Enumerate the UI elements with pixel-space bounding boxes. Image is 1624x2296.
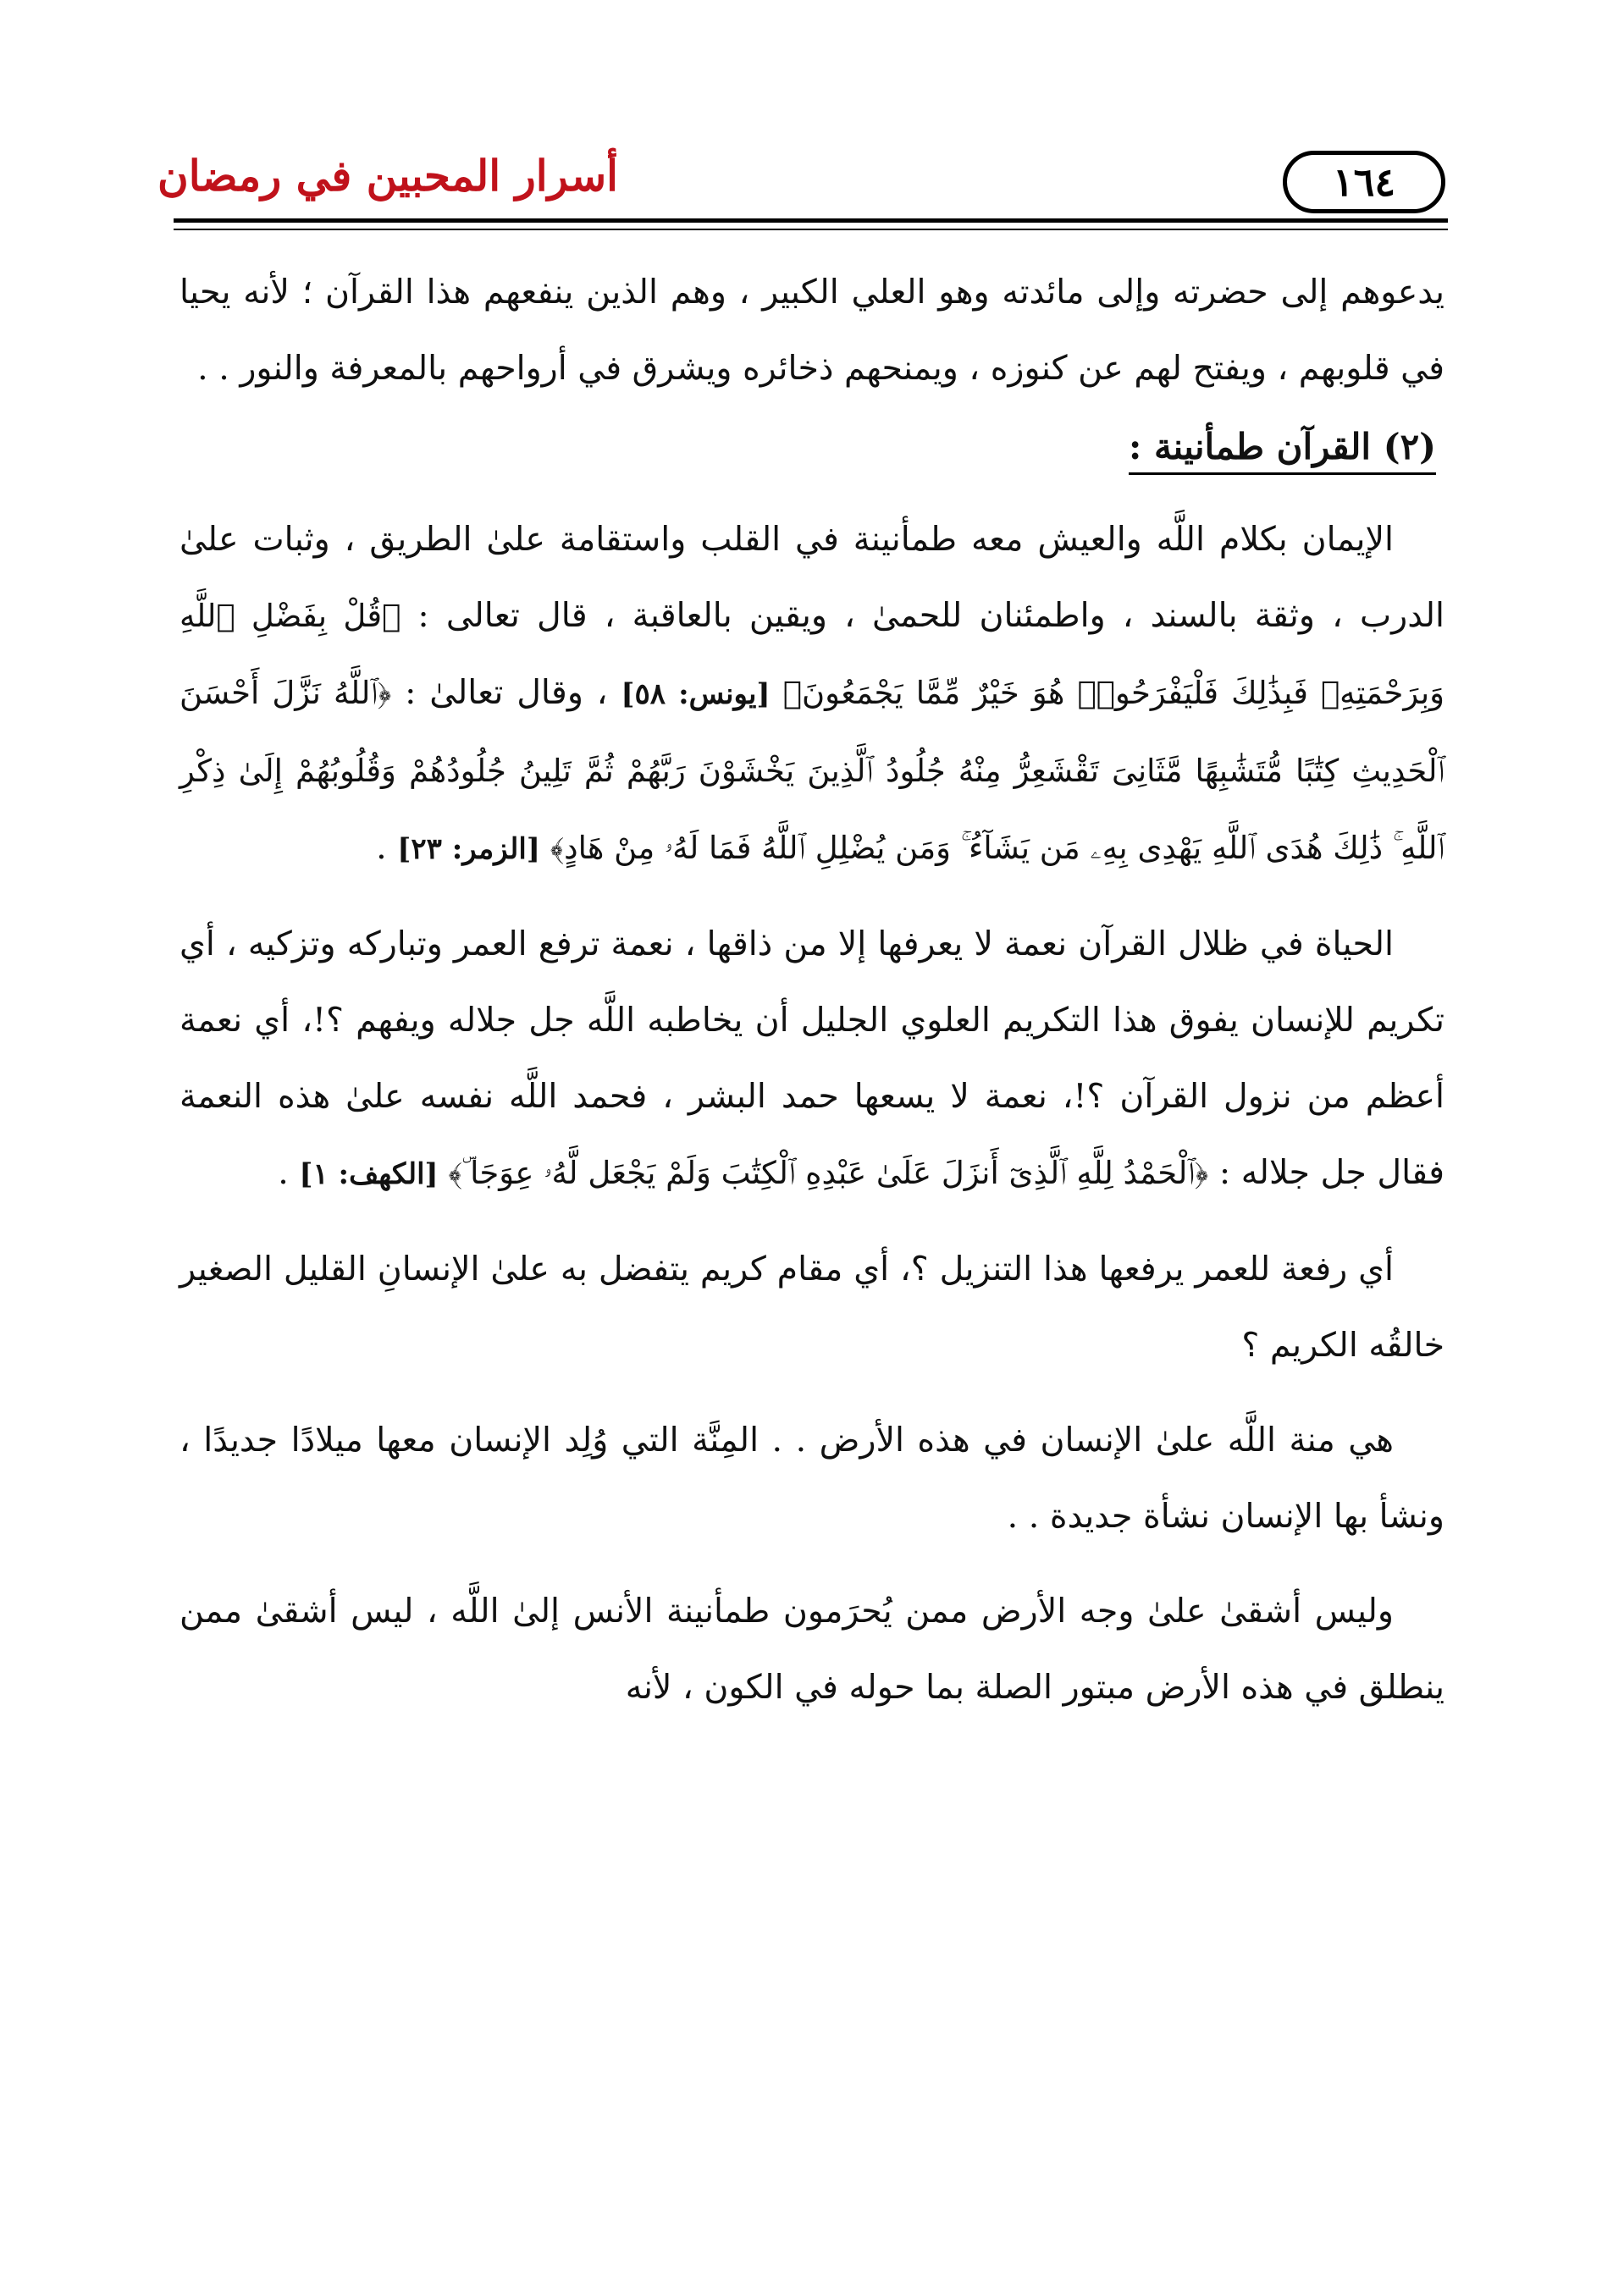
paragraph-3-end: . <box>278 1153 300 1192</box>
paragraph-3-text: الحياة في ظلال القرآن نعمة لا يعرفها إلا من ذاقها ، نعمة ترفع العمر وتباركه وتزكيه ، أي تكريم للإنسان يفوق هذا التكريم العلوي الجليل أن يخاطبه اللَّه جل جلاله ويفهم ؟!، أي نعمة أعظم من نزول القرآن ؟!، نعمة لا يسعها حمد البشر ، فحمد اللَّه نفسه علىٰ هذه النعمة فقال جل جلاله : <box>180 924 1444 1192</box>
page-number-badge <box>1283 151 1445 213</box>
page-number: ١٦٤ <box>1332 159 1396 205</box>
paragraph-1: يدعوهم إلى حضرته وإلى مائدته وهو العلي الكبير ، وهم الذين ينفعهم هذا القرآن ؛ لأنه يحيا في قلوبهم ، ويفتح لهم عن كنوزه ، ويمنحهم ذخائره ويشرق في أرواحهم بالمعرفة والنور . . <box>180 273 1444 388</box>
paragraph-3 <box>180 906 1444 1212</box>
paragraph-2-intro: الإيمان بكلام اللَّه والعيش معه طمأنينة في القلب واستقامة علىٰ الطريق ، وثبات علىٰ الدرب ، وثقة بالسند ، واطمئنان للحمىٰ ، ويقين بالعاقبة ، قال تعالى : <box>180 520 1444 635</box>
paragraph-6: وليس أشقىٰ علىٰ وجه الأرض ممن يُحرَمون طمأنينة الأنس إلىٰ اللَّه ، ليس أشقىٰ ممن ينطلق في هذه الأرض مبتور الصلة بما حوله في الكون ، لأنه <box>180 1592 1444 1707</box>
running-title: أسرار المحبين في رمضان <box>157 151 618 201</box>
paragraph-2-end: . <box>376 828 398 867</box>
paragraph-2-between: ، وقال تعالىٰ : <box>391 673 621 712</box>
verse-reference-zumar: [الزمر: ٢٣] <box>397 832 550 866</box>
section-heading <box>180 411 1444 483</box>
quran-verse-yunus: ﴿قُلْ بِفَضْلِ ٱللَّهِ وَبِرَحْمَتِهِۦ فَبِذَٰلِكَ فَلْيَفْرَحُوا۟ هُوَ خَيْرٌ مِّمَّا يَجْمَعُونَ﴾ <box>180 598 1445 711</box>
quran-verse-kahf: ﴿ٱلْحَمْدُ لِلَّهِ ٱلَّذِىٓ أَنزَلَ عَلَىٰ عَبْدِهِ ٱلْكِتَٰبَ وَلَمْ يَجْعَل لَّهُۥ عِوَجَا ۜ﴾ <box>448 1155 1209 1191</box>
verse-reference-kahf: [الكهف: ١] <box>299 1157 449 1191</box>
header-rule-thick <box>174 218 1448 223</box>
paragraph-2 <box>180 501 1444 887</box>
quran-verse-zumar: ﴿ٱللَّهُ نَزَّلَ أَحْسَنَ ٱلْحَدِيثِ كِتَٰبًا مُّتَشَٰبِهًا مَّثَانِىَ تَقْشَعِرُّ مِنْهُ جُلُودُ ٱلَّذِينَ يَخْشَوْنَ رَبَّهُمْ ثُمَّ تَلِينُ جُلُودُهُمْ وَقُلُوبُهُمْ إِلَىٰ ذِكْرِ ٱللَّهِ ۚ ذَٰلِكَ هُدَى ٱللَّهِ يَهْدِى بِهِۦ مَن يَشَآءُ ۚ وَمَن يُضْلِلِ ٱللَّهُ فَمَا لَهُۥ مِنْ هَادٍ﴾ <box>180 675 1444 866</box>
verse-reference-yunus: [يونس: ٥٨] <box>621 677 783 711</box>
section-heading-text: (٢) القرآن طمأنينة : <box>1129 426 1436 475</box>
paragraph-4: أي رفعة للعمر يرفعها هذا التنزيل ؟، أي مقام كريم يتفضل به علىٰ الإنسانِ القليل الصغير خالقُه الكريم ؟ <box>180 1250 1444 1365</box>
page-body <box>180 254 1444 1725</box>
paragraph-5: هي منة اللَّه علىٰ الإنسان في هذه الأرض . . المِنَّة التي وُلِد الإنسان معها ميلادًا جديدًا ، ونشأ بها الإنسان نشأة جديدة . . <box>180 1421 1444 1536</box>
header-rule-thin <box>174 229 1448 230</box>
